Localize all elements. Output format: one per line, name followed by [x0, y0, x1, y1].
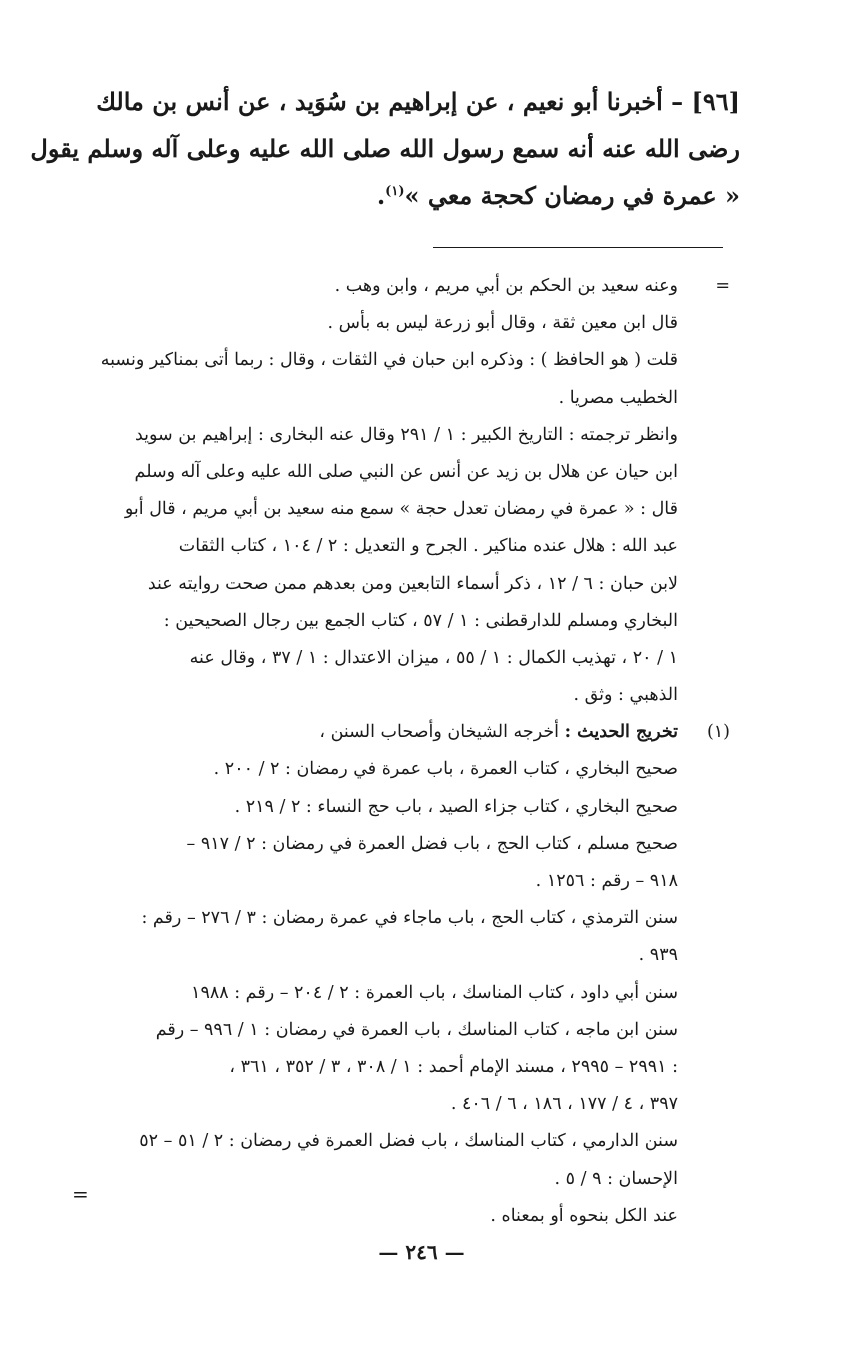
footnote-line: قال : « عمرة في رمضان تعدل حجة » سمع منه سعيد بن أبي مريم ، قال أبو [124, 499, 678, 520]
footnote-line: الذهبي : وثق . [573, 685, 678, 706]
footnote-line: ١ / ٢٠ ، تهذيب الكمال : ١ / ٥٥ ، ميزان الاعتدال : ١ / ٣٧ ، وقال عنه [189, 647, 678, 668]
footnote-line [70, 268, 730, 305]
footnotes-section [70, 268, 730, 1235]
source-line: ٩١٨ – رقم : ١٢٥٦ . [535, 871, 678, 891]
footnote-reference: (١) [385, 184, 405, 199]
source-line: عند الكل بنحوه أو بمعناه . [490, 1205, 678, 1226]
footnote-line: لابن حبان : ٦ / ١٢ ، ذكر أسماء التابعين ومن بعدهم ممن صحت روايته عند [147, 573, 678, 594]
source-line: صحيح البخاري ، كتاب جزاء الصيد ، باب حج النساء : ٢ / ٢١٩ . [234, 796, 678, 817]
source-line: سنن الدارمي ، كتاب المناسك ، باب فضل العمرة في رمضان : ٢ / ٥١ – ٥٢ [139, 1131, 678, 1152]
footnote-line: الخطيب مصريا . [558, 387, 678, 408]
source-line: صحيح مسلم ، كتاب الحج ، باب فضل العمرة في رمضان : ٢ / ٩١٧ – [186, 833, 678, 854]
hadith-line: رضى الله عنه أنه سمع رسول الله صلى الله عليه وعلى آله وسلم يقول [30, 134, 740, 163]
source-line: ٩٣٩ . [638, 945, 678, 966]
takhrij-text: أخرجه الشيخان وأصحاب السنن ، [319, 722, 560, 743]
end-punctuation: . [376, 181, 386, 210]
footnote-1-line [70, 714, 730, 751]
footnote-line: عبد الله : هلال عنده مناكير . الجرح و التعديل : ٢ / ١٠٤ ، كتاب الثقات [178, 536, 678, 557]
footnote-line: قال ابن معين ثقة ، وقال أبو زرعة ليس به بأس . [327, 313, 678, 334]
source-line: : ٢٩٩١ – ٢٩٩٥ ، مسند الإمام أحمد : ١ / ٣٠٨ ، ٣ / ٣٥٢ ، ٣٦١ ، [229, 1056, 678, 1077]
source-line: ٣٩٧ ، ٤ / ١٧٧ ، ١٨٦ ، ٦ / ٤٠٦ . [450, 1094, 678, 1115]
hadith-text [30, 78, 740, 219]
source-line: سنن ابن ماجه ، كتاب المناسك ، باب العمرة في رمضان : ١ / ٩٩٦ – رقم [155, 1019, 678, 1040]
hadith-line: [٩٦] – أخبرنا أبو نعيم ، عن إبراهيم بن سُوَيد ، عن أنس بن مالك [96, 87, 740, 116]
takhrij-label: تخريج الحديث : [564, 722, 678, 743]
page-number: — ٢٤٦ — [378, 1240, 465, 1264]
source-line: سنن أبي داود ، كتاب المناسك ، باب العمرة : ٢ / ٢٠٤ – رقم : ١٩٨٨ [191, 982, 678, 1003]
hadith-line-last [60, 172, 740, 219]
footnote-line: وانظر ترجمته : التاريخ الكبير : ١ / ٢٩١ وقال عنه البخارى : إبراهيم بن سويد [134, 424, 678, 445]
source-line: صحيح البخاري ، كتاب العمرة ، باب عمرة في رمضان : ٢ / ٢٠٠ . [213, 759, 678, 780]
footnote-separator [433, 247, 723, 248]
hadith-line-text: « عمرة في رمضان كحجة معي » [404, 181, 740, 210]
footnote-line: قلت ( هو الحافظ ) : وذكره ابن حبان في الثقات ، وقال : ربما أتى بمناكير ونسبه [100, 350, 678, 371]
source-line: سنن الترمذي ، كتاب الحج ، باب ماجاء في عمرة رمضان : ٣ / ٢٧٦ – رقم : [141, 908, 678, 929]
source-line: الإحسان : ٩ / ٥ . [554, 1168, 678, 1189]
footnote-line-text: وعنه سعيد بن الحكم بن أبي مريم ، وابن وهب . [334, 276, 678, 296]
continuation-end-marker: = [72, 1182, 89, 1206]
footnote-number: (١) [706, 722, 730, 743]
continuation-marker: = [715, 276, 730, 296]
footnote-line: ابن حيان عن هلال بن زيد عن أنس عن النبي صلى الله عليه وعلى آله وسلم [134, 461, 678, 482]
footnote-line: البخاري ومسلم للدارقطنى : ١ / ٥٧ ، كتاب الجمع بين رجال الصحيحين : [163, 610, 678, 631]
